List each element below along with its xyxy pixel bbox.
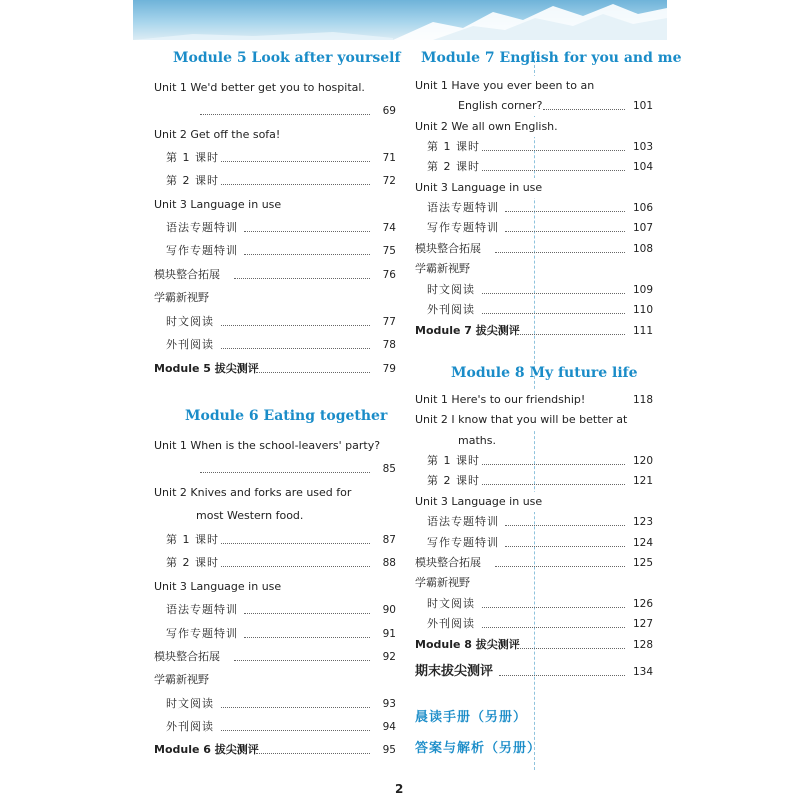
toc-entry[interactable]: Unit 3 Language in use xyxy=(154,577,396,597)
toc-entry[interactable]: 时文阅读 109 xyxy=(427,280,653,300)
toc-entry[interactable]: 写作专题特训 75 xyxy=(166,241,396,261)
dot-leader xyxy=(244,613,370,614)
toc-entry[interactable]: English corner? 101 xyxy=(458,96,653,116)
toc-entry[interactable]: 写作专题特训 107 xyxy=(427,218,653,238)
final-test-entry[interactable]: 期末拔尖测评 134 xyxy=(415,662,653,684)
toc-entry[interactable]: 85 xyxy=(196,459,396,479)
toc-entry[interactable]: 模块整合拓展 125 xyxy=(415,553,653,573)
toc-entry[interactable]: 模块整合拓展 108 xyxy=(415,239,653,259)
dot-leader xyxy=(482,627,625,628)
toc-entry: 学霸新视野 xyxy=(415,259,653,279)
dot-leader xyxy=(256,753,370,754)
dot-leader xyxy=(482,293,625,294)
toc-entry[interactable]: 外刊阅读 78 xyxy=(166,335,396,355)
toc-entry[interactable]: 时文阅读 77 xyxy=(166,312,396,332)
dot-leader xyxy=(495,566,625,567)
module-5-title: Module 5 Look after yourself xyxy=(173,50,401,66)
dot-leader xyxy=(505,211,625,212)
dot-leader xyxy=(234,278,370,279)
toc-entry[interactable]: 第 2 课时 121 xyxy=(427,471,653,491)
toc-entry: 学霸新视野 xyxy=(415,573,653,593)
dot-leader xyxy=(482,464,625,465)
toc-entry[interactable]: 模块整合拓展 92 xyxy=(154,647,396,667)
toc-entry[interactable]: Unit 1 When is the school-leavers' party? xyxy=(154,436,396,456)
toc-entry[interactable]: Unit 2 I know that you will be better at xyxy=(415,410,653,430)
toc-entry[interactable]: maths. xyxy=(458,431,653,451)
toc-entry[interactable]: most Western food. xyxy=(196,506,396,526)
toc-page xyxy=(133,0,682,800)
toc-entry[interactable]: 第 2 课时 104 xyxy=(427,157,653,177)
dot-leader xyxy=(495,252,625,253)
toc-entry[interactable]: Unit 3 Language in use xyxy=(154,195,396,215)
toc-entry[interactable]: 语法专题特训 74 xyxy=(166,218,396,238)
dot-leader xyxy=(482,170,625,171)
toc-entry[interactable]: Unit 3 Language in use xyxy=(415,492,653,512)
toc-entry[interactable]: 第 1 课时 71 xyxy=(166,148,396,168)
toc-entry[interactable]: Unit 1 Here's to our friendship! 118 xyxy=(415,390,653,410)
toc-entry[interactable]: 时文阅读 126 xyxy=(427,594,653,614)
dot-leader xyxy=(200,114,370,115)
toc-entry[interactable]: 外刊阅读 110 xyxy=(427,300,653,320)
toc-entry[interactable]: 时文阅读 93 xyxy=(166,694,396,714)
dot-leader xyxy=(200,472,370,473)
dot-leader xyxy=(221,730,370,731)
toc-entry[interactable]: Unit 1 We'd better get you to hospital. xyxy=(154,78,396,98)
dot-leader xyxy=(482,313,625,314)
dot-leader xyxy=(221,161,370,162)
dot-leader xyxy=(221,184,370,185)
toc-entry[interactable]: Unit 2 We all own English. xyxy=(415,117,653,137)
toc-entry[interactable]: Module 6 拔尖测评 95 xyxy=(154,740,396,760)
toc-entry[interactable]: Module 7 拔尖测评 111 xyxy=(415,321,653,341)
dot-leader xyxy=(505,231,625,232)
toc-entry[interactable]: 外刊阅读 127 xyxy=(427,614,653,634)
module-7-title: Module 7 English for you and me xyxy=(421,50,682,66)
toc-entry[interactable]: 第 2 课时 88 xyxy=(166,553,396,573)
dot-leader xyxy=(244,254,370,255)
answers-link[interactable]: 答案与解析（另册） xyxy=(415,741,542,756)
toc-entry[interactable]: 外刊阅读 94 xyxy=(166,717,396,737)
module-8-title: Module 8 My future life xyxy=(451,365,638,381)
toc-entry: 学霸新视野 xyxy=(154,288,396,308)
toc-entry[interactable]: Unit 3 Language in use xyxy=(415,178,653,198)
dot-leader xyxy=(505,546,625,547)
morning-reading-link[interactable]: 晨读手册（另册） xyxy=(415,710,528,725)
toc-entry[interactable]: 第 1 课时 103 xyxy=(427,137,653,157)
toc-entry[interactable]: 语法专题特训 106 xyxy=(427,198,653,218)
toc-entry[interactable]: 第 2 课时 72 xyxy=(166,171,396,191)
dot-leader xyxy=(221,325,370,326)
toc-entry[interactable]: 语法专题特训 90 xyxy=(166,600,396,620)
toc-entry[interactable]: 模块整合拓展 76 xyxy=(154,265,396,285)
dot-leader xyxy=(517,334,625,335)
toc-entry[interactable]: Module 5 拔尖测评 79 xyxy=(154,359,396,379)
dot-leader xyxy=(221,707,370,708)
dot-leader xyxy=(517,648,625,649)
toc-entry[interactable]: 写作专题特训 91 xyxy=(166,624,396,644)
dot-leader xyxy=(482,150,625,151)
toc-entry[interactable]: Module 8 拔尖测评 128 xyxy=(415,635,653,655)
toc-entry[interactable]: Unit 2 Knives and forks are used for xyxy=(154,483,396,503)
mountain-banner xyxy=(133,0,667,40)
dot-leader xyxy=(234,660,370,661)
dot-leader xyxy=(244,637,370,638)
dot-leader xyxy=(221,348,370,349)
toc-entry[interactable]: Unit 2 Get off the sofa! xyxy=(154,125,396,145)
dot-leader xyxy=(221,543,370,544)
module-6-title: Module 6 Eating together xyxy=(185,408,388,424)
dot-leader xyxy=(543,109,625,110)
toc-entry[interactable]: 第 1 课时 87 xyxy=(166,530,396,550)
dot-leader xyxy=(256,372,370,373)
dot-leader xyxy=(221,566,370,567)
toc-entry[interactable]: 语法专题特训 123 xyxy=(427,512,653,532)
toc-entry[interactable]: 第 1 课时 120 xyxy=(427,451,653,471)
dot-leader xyxy=(499,675,625,676)
dot-leader xyxy=(505,525,625,526)
toc-entry[interactable]: Unit 1 Have you ever been to an xyxy=(415,76,653,96)
dot-leader xyxy=(482,484,625,485)
toc-entry: 学霸新视野 xyxy=(154,670,396,690)
page-number: 2 xyxy=(395,782,404,796)
toc-entry[interactable]: 写作专题特训 124 xyxy=(427,533,653,553)
snow-mountain-icon xyxy=(133,0,667,40)
dot-leader xyxy=(482,607,625,608)
toc-entry[interactable]: 69 xyxy=(196,101,396,121)
dot-leader xyxy=(244,231,370,232)
